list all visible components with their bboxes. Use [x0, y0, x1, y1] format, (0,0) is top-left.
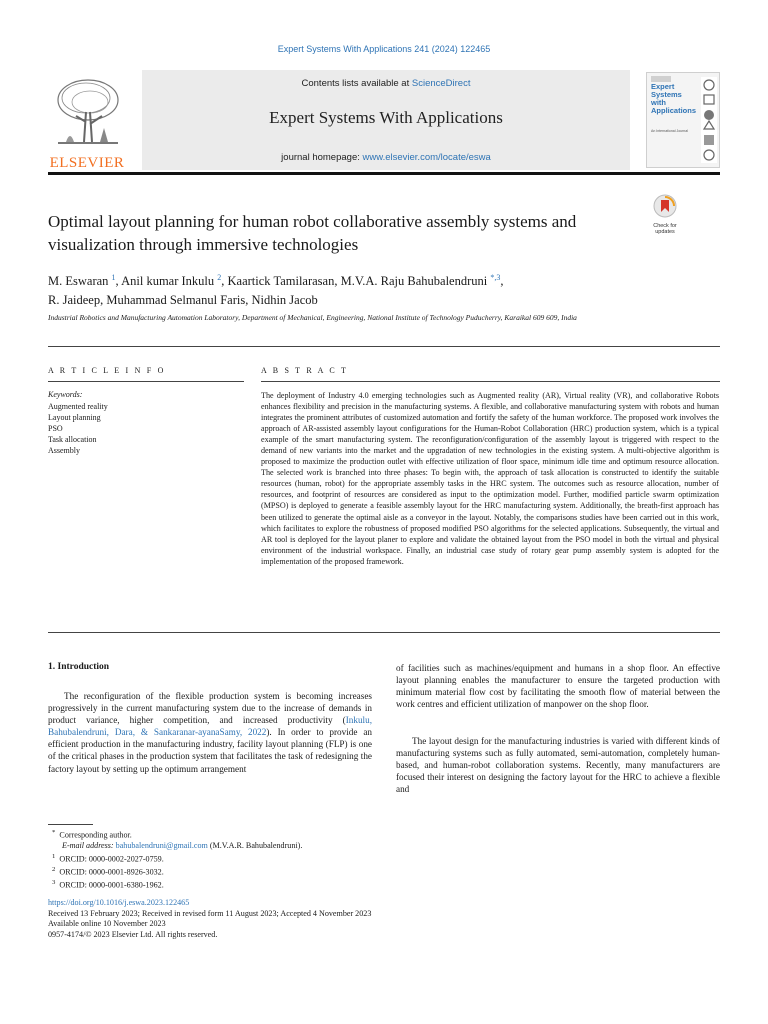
- email-owner: (M.V.A.R. Bahubalendruni).: [207, 841, 303, 851]
- author-5[interactable]: R. Jaideep: [48, 293, 101, 308]
- article-info-rule: [48, 381, 244, 382]
- masthead: [48, 70, 720, 170]
- orcid-note: [52, 852, 382, 865]
- masthead-banner: [142, 70, 630, 170]
- footnotes: [52, 828, 382, 891]
- email-link[interactable]: bahubalendruni@gmail.com: [115, 841, 208, 851]
- homepage-link[interactable]: www.elsevier.com/locate/eswa: [362, 152, 491, 163]
- orcid-mark: 3: [52, 878, 56, 886]
- elsevier-tree-icon: [48, 72, 126, 150]
- article-info-heading: A R T I C L E I N F O: [48, 366, 166, 375]
- author-3[interactable]: Kaartick Tamilarasan: [227, 274, 335, 289]
- copyright: 0957-4174/© 2023 Elsevier Ltd. All rights reserved.: [48, 929, 218, 939]
- author-4[interactable]: M.V.A. Raju Bahubalendruni: [340, 274, 488, 289]
- orcid-mark: 2: [52, 865, 56, 873]
- author-list: M. Eswaran $^1$, Anil kumar Inkulu $^2$, Kaartick Tamilarasan, M.V.A. Raju Bahubalendruni $^{*,3}$, R. Jaideep, Muhammad Selmanul Faris, Nidhin Jacob: [48, 273, 504, 308]
- intro-right-paragraph-1: of facilities such as machines/equipment and humans in a shop floor. An effective layout planning enables the manufacturer to ensure the targeted production with minimum material flow cost by facilitating the smooth flow of material between the work centres and efficient utilization of manpower on the shop floor.: [396, 663, 720, 710]
- publisher-name: ELSEVIER: [49, 155, 125, 171]
- elsevier-logo[interactable]: [48, 72, 126, 171]
- sciencedirect-link[interactable]: ScienceDirect: [411, 78, 471, 89]
- email-note: [52, 841, 382, 851]
- journal-reference[interactable]: Expert Systems With Applications 241 (2024) 122465: [277, 44, 491, 54]
- check-for-updates-badge[interactable]: [644, 194, 686, 235]
- intro-left-paragraph: [48, 690, 372, 775]
- cover-strip-icon: [701, 77, 717, 163]
- intro-text-b: ). In order to provide an efficient production in the manufacturing industry, facility layout planning (FLP) is one of the critical phases in the production system that facilitates the task of redesigning the factory layout by setting up the optimum arrangement: [48, 727, 372, 774]
- doi-link[interactable]: https://doi.org/10.1016/j.eswa.2023.122465: [48, 898, 190, 907]
- check-updates-icon: [653, 194, 677, 218]
- info-top-rule: [48, 346, 720, 347]
- author-2[interactable]: Anil kumar Inkulu: [121, 274, 215, 289]
- author-7[interactable]: Nidhin Jacob: [251, 293, 318, 308]
- masthead-rule: [48, 172, 720, 175]
- keyword-list: [48, 401, 238, 456]
- history-dates: Received 13 February 2023; Received in revised form 11 August 2023; Accepted 4 November 2023: [48, 908, 372, 918]
- author-6[interactable]: Muhammad Selmanul Faris: [106, 293, 246, 308]
- corresponding-note: * Corresponding author.: [52, 829, 132, 840]
- corresponding-text: Corresponding author.: [59, 830, 132, 840]
- citation-link[interactable]: Inkulu, Bahubalendruni, Dara, & Sankaranar-ayanaSamy, 2022: [48, 715, 372, 738]
- journal-cover[interactable]: [646, 72, 720, 168]
- contents-line: [142, 78, 630, 89]
- article-meta: [48, 898, 648, 940]
- keyword-item: Task allocation: [48, 435, 97, 444]
- abstract-bottom-rule: [48, 632, 720, 633]
- orcid-text: ORCID: 0000-0001-6380-1962.: [59, 880, 164, 890]
- introduction-heading: 1. Introduction: [48, 662, 110, 672]
- article-title: Optimal layout planning for human robot collaborative assembly systems and visualization through immersive technologies: [48, 212, 577, 254]
- online-date: Available online 10 November 2023: [48, 919, 166, 929]
- abstract-heading: A B S T R A C T: [261, 366, 349, 375]
- keyword-item: Assembly: [48, 446, 80, 455]
- keyword-item: Layout planning: [48, 413, 101, 422]
- intro-text-a: The reconfiguration of the flexible production system is becoming increases progressively in the current manufacturing system due to the increase of demands in product variance, higher competition, and increased productivity (: [48, 691, 372, 726]
- author-1[interactable]: M. Eswaran: [48, 274, 109, 289]
- orcid-mark: 1: [52, 852, 56, 860]
- keyword-item: PSO: [48, 424, 63, 433]
- orcid-note: [52, 865, 382, 878]
- affiliation: Industrial Robotics and Manufacturing Automation Laboratory, Department of Mechanical, Engineering, National Institute of Technology Puducherry, Karaikal 609 609, India: [48, 313, 577, 322]
- cover-title: Expert Systems with Applications: [651, 82, 697, 115]
- email-label: E-mail address:: [62, 841, 116, 851]
- keywords-label: Keywords:: [48, 390, 83, 399]
- abstract-text: The deployment of Industry 4.0 emerging technologies such as Augmented reality (AR), Virtual reality (VR), and collaborative Robots enhances flexibility and precision in the manufacturing systems. A flexible, and collaborative manufacturing system with robots and human integrates the prominent attributes of customized automation and fortify the safety of the human workforce. The proposed work involves the approach of AR-assisted assembly layout configurations for the Human-Robot Collaboration (HRC) production system, which is a typical example of the smart manufacturing system. The reconfiguration/configuration of the assembly layout is triggered with respect to the demand of new variants into the market and the upgradation of new technologies in the existing system. A multi-objective algorithm is proposed to maximize the production outlet with effective utilization of floor space, minimum idle time and optimum resource allocation. The selected work is branched into three phases: To begin with, the approach of task allocation is constructed to identify the suitable resources (human, robot) for the appropriate assembly tasks in the HRC system. The outcomes such as resource allocation, number of resources, and footprint of resources are considered as input to the optimization model. Further, modified particle swarm optimization (MPSO) is deployed to generate a feasible assembly layout for the HRC manufacturing system. Additionally, the breath-first approach has been utilized to generate the optimal aisle as a conveyor in the layout. Notably, the comparisons studies have been carried out in this work, which facilitates to explore the robustness of proposed modified PSO algorithms for the selected applications. Subsequently, the virtual and AR tool is deployed for the layout planer to explore and validate the obtained layout from the PSO model in both the virtual and physical environment of the industrial workspace. Finally, an industrial case study of rotary gear pump assembly system is adopted for the implementation of the proposed framework.: [261, 391, 719, 566]
- orcid-text: ORCID: 0000-0002-2027-0759.: [59, 854, 164, 864]
- homepage-prefix: journal homepage:: [281, 152, 363, 163]
- author-1-mark[interactable]: 1: [111, 273, 116, 282]
- author-2-mark[interactable]: 2: [217, 273, 222, 282]
- cover-subtitle: An International Journal: [651, 129, 688, 133]
- intro-right-paragraph-2: The layout design for the manufacturing industries is varied with different kinds of manufacturing systems such as fully automated, semi-automation, completely human-based, and human-robot collaboration systems. Recently, many manufacturers are focused their interest on designing the factory layout for the HRC to achieve a flexible and: [396, 736, 720, 795]
- journal-title: Expert Systems With Applications: [269, 108, 503, 127]
- author-4-mark[interactable]: *,3: [490, 273, 501, 282]
- contents-prefix: Contents lists available at: [301, 78, 412, 89]
- footnote-rule: [48, 824, 93, 825]
- abstract-rule: [261, 381, 720, 382]
- check-updates-label: Check for updates: [653, 223, 677, 235]
- orcid-text: ORCID: 0000-0001-8926-3032.: [59, 867, 164, 877]
- homepage-line: [142, 152, 630, 163]
- orcid-note: [52, 878, 382, 891]
- keyword-item: Augmented reality: [48, 402, 108, 411]
